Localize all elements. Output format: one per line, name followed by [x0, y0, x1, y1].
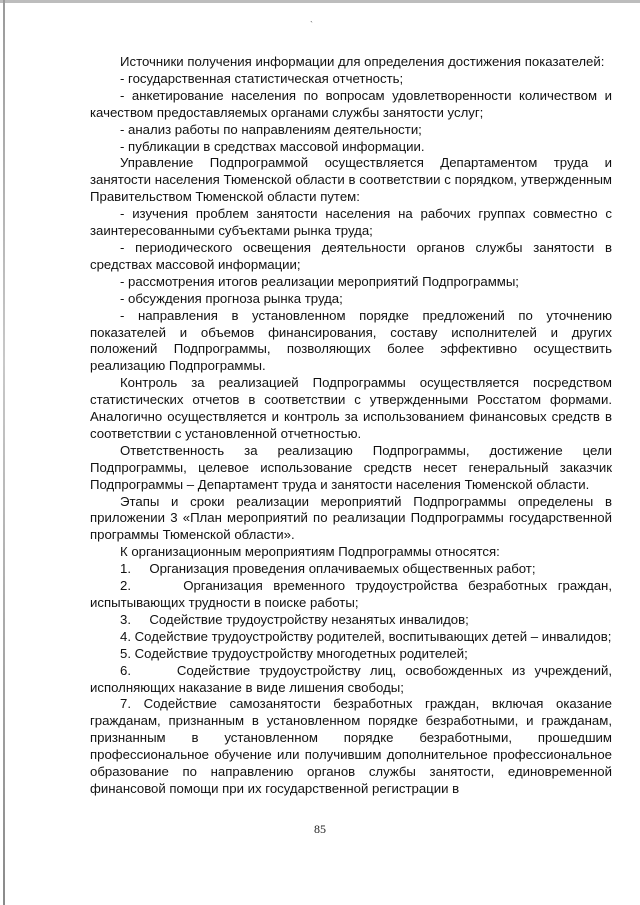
numbered-item-3: 3. Содействие трудоустройству незанятых инвалидов;	[120, 611, 469, 627]
list-item-forecast: - обсуждения прогноза рынка труда;	[120, 290, 343, 306]
page-number: 85	[314, 822, 326, 836]
numbered-item-4: 4. Содействие трудоустройству родителей, воспитывающих детей – инвалидов;	[120, 628, 612, 644]
list-item-working-groups: - изучения проблем занятости населения на рабочих группах совместно с заинтересованными субъектами рынка труда;	[90, 206, 612, 239]
list-item-survey: - анкетирование населения по вопросам удовлетворенности количеством и качеством предоставляемых органами службы занятости услуг;	[90, 87, 612, 120]
numbered-item-1: 1. Организация проведения оплачиваемых общественных работ;	[120, 561, 536, 577]
paragraph-sources-intro: Источники получения информации для определения достижения показателей:	[120, 54, 605, 69]
numbered-item-6: 6. Содействие трудоустройству лиц, освобожденных из учреждений, исполняющих наказание в виде лишения свободы;	[90, 662, 612, 695]
paragraph-org-measures-intro: К организационным мероприятиям Подпрограммы относятся:	[120, 544, 500, 560]
list-item-analysis: - анализ работы по направлениям деятельности;	[120, 121, 422, 137]
numbered-item-5: 5. Содействие трудоустройству многодетных родителей;	[120, 645, 468, 661]
numbered-item-2: 2. Организация временного трудоустройства безработных граждан, испытывающих трудности в поиске работы;	[90, 578, 612, 610]
scan-top-edge	[0, 0, 640, 3]
list-item-media-coverage: - периодического освещения деятельности органов службы занятости в средствах массовой информации;	[90, 239, 612, 272]
scan-left-edge	[3, 0, 5, 905]
numbered-item-7: 7. Содействие самозанятости безработных граждан, включая оказание гражданам, признанным в установленном порядке безработными, и гражданам, признанным в установленном порядке безработными, прошедшим профессиональное обучение или получившим дополнительное профессиональное образование по направлению органов службы занятости, единовременной финансовой помощи при их государственной регистрации в	[90, 696, 612, 796]
paragraph-stages: Этапы и сроки реализации мероприятий Подпрограммы определены в приложении 3 «План мероприятий по реализации Подпрограммы государственной программы Тюменской области».	[90, 493, 612, 543]
scan-mark: `	[310, 20, 313, 30]
paragraph-responsibility: Ответственность за реализацию Подпрограммы, достижение цели Подпрограммы, целевое использование средств несет генеральный заказчик Подпрограммы – Департамент труда и занятости населения Тюменской области.	[90, 442, 612, 492]
paragraph-control: Контроль за реализацией Подпрограммы осуществляется посредством статистических отчетов в соответствии с утвержденными Росстатом формами. Аналогично осуществляется и контроль за использованием финансовых средств в соответствии с установленной отчетностью.	[90, 375, 612, 441]
list-item-statistics: - государственная статистическая отчетность;	[120, 70, 404, 86]
list-item-review-results: - рассмотрения итогов реализации мероприятий Подпрограммы;	[120, 273, 519, 289]
list-item-publications: - публикации в средствах массовой информации.	[120, 138, 425, 154]
list-item-proposals: - направления в установленном порядке предложений по уточнению показателей и объемов финансирования, составу исполнителей и других положений Подпрограммы, позволяющих более эффективно осуществить реализацию Подпрограммы.	[90, 307, 612, 374]
document-body	[90, 54, 612, 798]
paragraph-management: Управление Подпрограммой осуществляется Департаментом труда и занятости населения Тюменской области в соответствии с порядком, утвержденным Правительством Тюменской области путем:	[90, 155, 612, 205]
